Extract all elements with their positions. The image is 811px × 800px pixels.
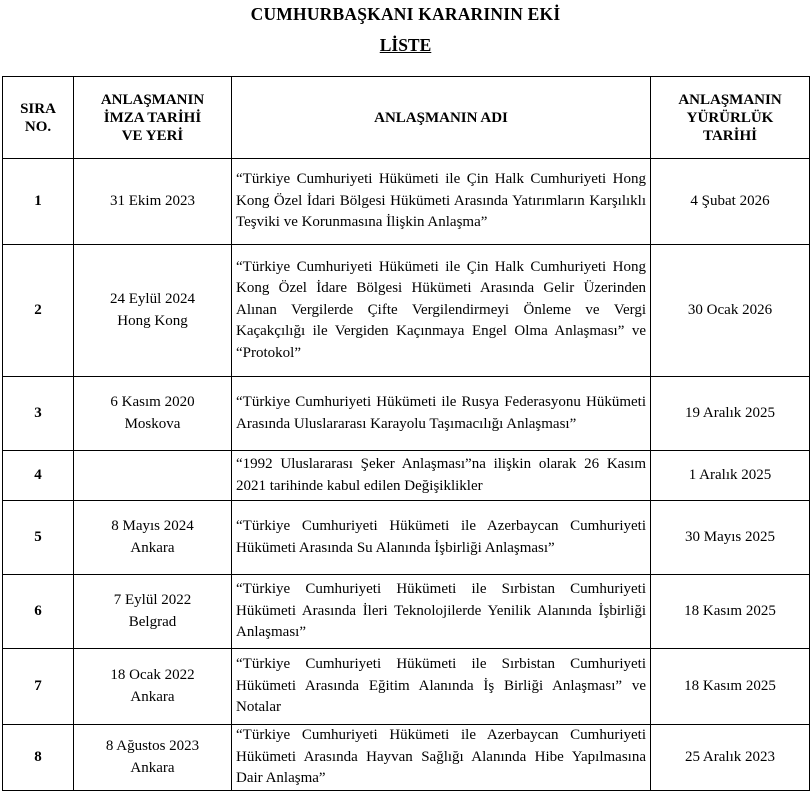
- date-line: Ankara: [130, 759, 175, 776]
- date-line: Moskova: [124, 415, 181, 432]
- agreement-name: “1992 Uluslararası Şeker Anlaşması”na ilişkin olarak 26 Kasım 2021 tarihinde kabul edilen Değişiklikler: [232, 451, 651, 501]
- date-line: 6 Kasım 2020: [110, 394, 195, 410]
- date-line: 8 Mayıs 2024: [111, 518, 194, 534]
- row-number: 3: [3, 377, 74, 451]
- date-line: 8 Ağustos 2023: [105, 738, 200, 754]
- row-number: 1: [3, 159, 74, 245]
- table-header-row: [3, 77, 810, 159]
- date-line: Ankara: [130, 539, 175, 556]
- date-line: 18 Ocak 2022: [110, 667, 195, 683]
- agreement-name: “Türkiye Cumhuriyeti Hükümeti ile Çin Halk Cumhuriyeti Hong Kong Özel İdare Bölgesi Hükümeti Arasında Gelir Üzerinden Alınan Vergilerde Çifte Vergilendirmeyi Önleme ve Vergi Kaçakçılığı ile Vergiden Kaçınmaya Engel Olma Anlaşması” ve “Protokol”: [232, 245, 651, 377]
- agreement-name: “Türkiye Cumhuriyeti Hükümeti ile Çin Halk Cumhuriyeti Hong Kong Özel İdari Bölgesi Hükümeti Arasında Yatırımların Karşılıklı Teşviki ve Korunmasına İlişkin Anlaşma”: [232, 159, 651, 245]
- signing-date-place: [74, 649, 232, 725]
- effective-date: 25 Aralık 2023: [651, 725, 810, 791]
- date-line: 31 Ekim 2023: [110, 192, 195, 209]
- signing-date-place: [74, 501, 232, 575]
- table-row: [3, 575, 810, 649]
- header-line: ANLAŞMANIN: [678, 91, 782, 108]
- agreement-name: “Türkiye Cumhuriyeti Hükümeti ile Azerbaycan Cumhuriyeti Hükümeti Arasında Hayvan Sağlığı Alanında Hibe Yapılmasına Dair Anlaşma”: [232, 725, 651, 791]
- table-row: [3, 377, 810, 451]
- effective-date: 4 Şubat 2026: [651, 159, 810, 245]
- date-line: 7 Eylül 2022: [113, 592, 192, 608]
- signing-date-place: [74, 451, 232, 501]
- header-line: YÜRÜRLÜK: [686, 109, 774, 126]
- row-number: 8: [3, 725, 74, 791]
- effective-date: 30 Ocak 2026: [651, 245, 810, 377]
- row-number: 6: [3, 575, 74, 649]
- signing-date-place: [74, 377, 232, 451]
- effective-date: 19 Aralık 2025: [651, 377, 810, 451]
- header-line: NO.: [24, 118, 52, 135]
- table-row: [3, 159, 810, 245]
- header-line: ANLAŞMANIN: [100, 91, 205, 108]
- header-signing-date: [74, 77, 232, 159]
- date-line: Hong Kong: [117, 312, 188, 329]
- date-line: Belgrad: [128, 613, 177, 630]
- signing-date-place: [74, 245, 232, 377]
- agreement-name: “Türkiye Cumhuriyeti Hükümeti ile Sırbistan Cumhuriyeti Hükümeti Arasında Eğitim Alanında İş Birliği Anlaşması” ve Notalar: [232, 649, 651, 725]
- header-no: [3, 77, 74, 159]
- signing-date-place: [74, 575, 232, 649]
- table-row: [3, 451, 810, 501]
- header-line: VE YERİ: [121, 127, 184, 144]
- document-subtitle: LİSTE: [379, 35, 432, 55]
- signing-date-place: [74, 159, 232, 245]
- header-line: TARİHİ: [703, 127, 757, 144]
- agreement-name: “Türkiye Cumhuriyeti Hükümeti ile Rusya Federasyonu Hükümeti Arasında Uluslararası Karayolu Taşımacılığı Anlaşması”: [232, 377, 651, 451]
- agreement-name: “Türkiye Cumhuriyeti Hükümeti ile Sırbistan Cumhuriyeti Hükümeti Arasında İleri Teknolojilerde Yenilik Alanında İşbirliği Anlaşması”: [232, 575, 651, 649]
- table-row: [3, 501, 810, 575]
- agreement-name: “Türkiye Cumhuriyeti Hükümeti ile Azerbaycan Cumhuriyeti Hükümeti Arasında Su Alanında İşbirliği Anlaşması”: [232, 501, 651, 575]
- effective-date: 18 Kasım 2025: [651, 649, 810, 725]
- header-line: SIRA: [20, 100, 56, 117]
- header-line: İMZA TARİHİ: [103, 109, 202, 126]
- document-title: CUMHURBAŞKANI KARARININ EKİ: [250, 4, 561, 24]
- effective-date: 18 Kasım 2025: [651, 575, 810, 649]
- agreements-table: [2, 76, 810, 791]
- row-number: 4: [3, 451, 74, 501]
- date-line: Ankara: [130, 688, 175, 705]
- row-number: 2: [3, 245, 74, 377]
- table-row: [3, 649, 810, 725]
- header-agreement-name: [232, 77, 651, 159]
- row-number: 7: [3, 649, 74, 725]
- effective-date: 1 Aralık 2025: [651, 451, 810, 501]
- signing-date-place: [74, 725, 232, 791]
- header-effective-date: [651, 77, 810, 159]
- table-row: [3, 725, 810, 791]
- effective-date: 30 Mayıs 2025: [651, 501, 810, 575]
- date-line: 24 Eylül 2024: [110, 291, 195, 307]
- row-number: 5: [3, 501, 74, 575]
- table-row: [3, 245, 810, 377]
- header-line: ANLAŞMANIN ADI: [374, 109, 508, 126]
